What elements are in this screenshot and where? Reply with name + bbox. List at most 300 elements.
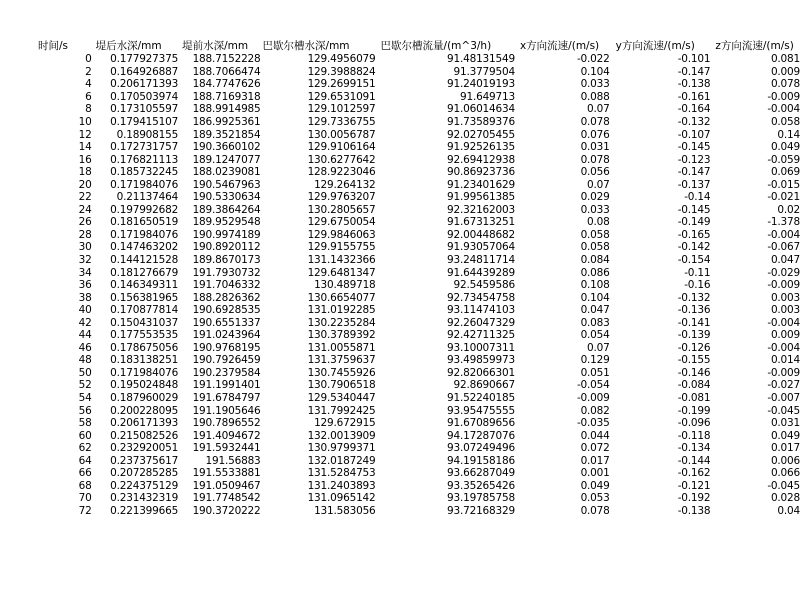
- cell-parshall-depth: 129.6750054: [307, 216, 376, 229]
- table-row: [0, 316, 800, 329]
- cell-z-velocity: -0.059: [767, 153, 800, 166]
- cell-parshall-depth: 130.6654077: [307, 291, 376, 304]
- cell-x-velocity: 0.076: [580, 128, 610, 141]
- cell-front-water-depth: 190.6551337: [192, 316, 261, 329]
- cell-parshall-flow: 93.19785758: [447, 492, 515, 505]
- cell-time: 44: [78, 329, 92, 342]
- cell-z-velocity: 0.003: [770, 291, 800, 304]
- cell-parshall-depth: 131.2403893: [307, 479, 376, 492]
- cell-time: 4: [85, 78, 92, 91]
- cell-parshall-depth: 129.9846063: [307, 228, 376, 241]
- table-row: [0, 66, 800, 79]
- cell-parshall-flow: 92.82066301: [447, 366, 515, 379]
- cell-back-water-depth: 0.164926887: [110, 65, 179, 78]
- cell-front-water-depth: 191.0509467: [192, 479, 261, 492]
- cell-y-velocity: -0.107: [677, 128, 711, 141]
- cell-x-velocity: 0.001: [580, 467, 610, 480]
- cell-y-velocity: -0.147: [677, 65, 711, 78]
- cell-time: 54: [78, 392, 92, 405]
- cell-z-velocity: 0.049: [770, 429, 800, 442]
- cell-z-velocity: -0.009: [767, 366, 800, 379]
- cell-z-velocity: 0.081: [770, 53, 800, 66]
- cell-z-velocity: -0.029: [767, 266, 800, 279]
- cell-front-water-depth: 191.1905646: [192, 404, 261, 417]
- table-row: [0, 480, 800, 493]
- cell-parshall-depth: 130.6277642: [307, 153, 376, 166]
- cell-time: 50: [78, 366, 92, 379]
- table-row: [0, 404, 800, 417]
- cell-parshall-flow: 94.17287076: [447, 429, 515, 442]
- cell-z-velocity: 0.014: [770, 354, 800, 367]
- cell-x-velocity: 0.082: [580, 404, 610, 417]
- table-row: [0, 304, 800, 317]
- cell-parshall-flow: 91.06014634: [447, 103, 515, 116]
- cell-y-velocity: -0.126: [677, 341, 711, 354]
- cell-z-velocity: -0.009: [767, 90, 800, 103]
- cell-back-water-depth: 0.170877814: [110, 304, 179, 317]
- cell-back-water-depth: 0.181276679: [110, 266, 179, 279]
- cell-y-velocity: -0.164: [677, 103, 711, 116]
- cell-z-velocity: 0.031: [770, 417, 800, 430]
- cell-time: 46: [78, 341, 92, 354]
- cell-time: 56: [78, 404, 92, 417]
- table-row: [0, 241, 800, 254]
- cell-time: 28: [78, 228, 92, 241]
- cell-time: 68: [78, 479, 92, 492]
- cell-y-velocity: -0.16: [684, 279, 711, 292]
- cell-z-velocity: -0.007: [767, 392, 800, 405]
- cell-parshall-depth: 130.7455926: [307, 366, 376, 379]
- col-header-parshall-depth: 巴歇尔槽水深/mm: [262, 40, 350, 52]
- cell-y-velocity: -0.136: [677, 304, 711, 317]
- cell-y-velocity: -0.147: [677, 166, 711, 179]
- cell-x-velocity: 0.083: [580, 316, 610, 329]
- table-row: [0, 229, 800, 242]
- cell-parshall-depth: 132.0013909: [307, 429, 376, 442]
- cell-time: 52: [78, 379, 92, 392]
- table-row: [0, 254, 800, 267]
- cell-z-velocity: -0.009: [767, 279, 800, 292]
- cell-parshall-depth: 130.7906518: [307, 379, 376, 392]
- cell-y-velocity: -0.132: [677, 291, 711, 304]
- cell-y-velocity: -0.134: [677, 442, 711, 455]
- cell-front-water-depth: 190.3660102: [192, 141, 261, 154]
- cell-x-velocity: 0.078: [580, 504, 610, 517]
- cell-time: 40: [78, 304, 92, 317]
- table-row: [0, 141, 800, 154]
- table-row: [0, 266, 800, 279]
- cell-time: 66: [78, 467, 92, 480]
- cell-x-velocity: 0.104: [580, 291, 610, 304]
- cell-parshall-depth: 130.2805657: [307, 203, 376, 216]
- cell-z-velocity: 0.02: [777, 203, 800, 216]
- col-header-y-velocity: y方向流速/(m/s): [615, 40, 695, 52]
- cell-z-velocity: 0.14: [777, 128, 800, 141]
- cell-x-velocity: 0.07: [587, 341, 610, 354]
- table-row: [0, 354, 800, 367]
- cell-time: 42: [78, 316, 92, 329]
- cell-y-velocity: -0.084: [677, 379, 711, 392]
- cell-back-water-depth: 0.185732245: [110, 166, 179, 179]
- cell-parshall-flow: 92.69412938: [447, 153, 515, 166]
- cell-parshall-depth: 131.1432366: [307, 254, 376, 267]
- cell-back-water-depth: 0.171984076: [110, 178, 179, 191]
- cell-y-velocity: -0.141: [677, 316, 711, 329]
- cell-parshall-depth: 129.672915: [314, 417, 376, 430]
- table-row: [0, 53, 800, 66]
- cell-front-water-depth: 191.6784797: [192, 392, 261, 405]
- cell-parshall-flow: 94.19158186: [447, 454, 515, 467]
- cell-back-water-depth: 0.181650519: [110, 216, 179, 229]
- cell-parshall-depth: 129.9106164: [307, 141, 376, 154]
- cell-y-velocity: -0.101: [677, 53, 711, 66]
- cell-back-water-depth: 0.177927375: [110, 53, 179, 66]
- cell-front-water-depth: 190.2379584: [192, 366, 261, 379]
- cell-front-water-depth: 190.7926459: [192, 354, 261, 367]
- cell-parshall-flow: 91.67089656: [447, 417, 515, 430]
- table-row: [0, 429, 800, 442]
- cell-time: 12: [78, 128, 92, 141]
- cell-y-velocity: -0.142: [677, 241, 711, 254]
- table-row: [0, 505, 800, 518]
- cell-front-water-depth: 189.3864264: [192, 203, 261, 216]
- table-row: [0, 116, 800, 129]
- cell-front-water-depth: 188.2826362: [192, 291, 261, 304]
- cell-front-water-depth: 188.9914985: [192, 103, 261, 116]
- table-row: [0, 216, 800, 229]
- cell-parshall-depth: 131.583056: [314, 504, 376, 517]
- cell-z-velocity: 0.04: [777, 504, 800, 517]
- cell-parshall-depth: 129.3988824: [307, 65, 376, 78]
- cell-x-velocity: 0.047: [580, 304, 610, 317]
- cell-back-water-depth: 0.200228095: [110, 404, 179, 417]
- cell-x-velocity: 0.129: [580, 354, 610, 367]
- cell-parshall-depth: 129.6531091: [307, 90, 376, 103]
- cell-back-water-depth: 0.206171393: [110, 78, 179, 91]
- cell-parshall-depth: 129.264132: [314, 178, 376, 191]
- cell-x-velocity: 0.072: [580, 442, 610, 455]
- cell-x-velocity: 0.058: [580, 241, 610, 254]
- cell-parshall-flow: 92.02705455: [447, 128, 515, 141]
- cell-parshall-flow: 92.00448682: [447, 228, 515, 241]
- cell-z-velocity: 0.078: [770, 78, 800, 91]
- cell-z-velocity: -0.004: [767, 228, 800, 241]
- cell-back-water-depth: 0.170503974: [110, 90, 179, 103]
- cell-time: 38: [78, 291, 92, 304]
- cell-x-velocity: 0.054: [580, 329, 610, 342]
- cell-front-water-depth: 191.1991401: [192, 379, 261, 392]
- cell-back-water-depth: 0.176821113: [110, 153, 179, 166]
- cell-time: 22: [78, 191, 92, 204]
- cell-parshall-flow: 93.35265426: [447, 479, 515, 492]
- cell-y-velocity: -0.161: [677, 90, 711, 103]
- cell-y-velocity: -0.144: [677, 454, 711, 467]
- cell-y-velocity: -0.162: [677, 467, 711, 480]
- cell-parshall-flow: 92.73454758: [447, 291, 515, 304]
- table-row: [0, 78, 800, 91]
- cell-x-velocity: -0.035: [576, 417, 610, 430]
- cell-parshall-depth: 131.0055871: [307, 341, 376, 354]
- col-header-x-velocity: x方向流速/(m/s): [519, 40, 600, 52]
- cell-back-water-depth: 0.150431037: [110, 316, 179, 329]
- col-header-time: 时间/s: [38, 40, 69, 52]
- cell-z-velocity: -0.015: [767, 178, 800, 191]
- header-row: [0, 38, 800, 53]
- cell-y-velocity: -0.149: [677, 216, 711, 229]
- cell-x-velocity: 0.08: [587, 216, 610, 229]
- cell-back-water-depth: 0.18908155: [116, 128, 179, 141]
- cell-parshall-flow: 91.23401629: [447, 178, 515, 191]
- cell-back-water-depth: 0.215082526: [110, 429, 179, 442]
- cell-y-velocity: -0.137: [677, 178, 711, 191]
- table-header: [0, 38, 800, 53]
- cell-time: 16: [78, 153, 92, 166]
- cell-front-water-depth: 184.7747626: [192, 78, 261, 91]
- cell-back-water-depth: 0.179415107: [110, 116, 179, 128]
- cell-parshall-flow: 91.3779504: [453, 65, 515, 78]
- cell-z-velocity: -0.067: [767, 241, 800, 254]
- cell-y-velocity: -0.138: [677, 78, 711, 91]
- cell-parshall-flow: 90.86923736: [447, 166, 515, 179]
- cell-y-velocity: -0.123: [677, 153, 711, 166]
- cell-z-velocity: 0.049: [770, 141, 800, 154]
- cell-z-velocity: 0.006: [770, 454, 800, 467]
- cell-back-water-depth: 0.173105597: [110, 103, 179, 116]
- cell-parshall-flow: 92.26047329: [447, 316, 515, 329]
- cell-time: 18: [78, 166, 92, 179]
- cell-parshall-flow: 91.64439289: [447, 266, 515, 279]
- cell-y-velocity: -0.096: [677, 417, 711, 430]
- cell-y-velocity: -0.132: [677, 116, 711, 128]
- cell-z-velocity: -0.045: [767, 404, 800, 417]
- cell-y-velocity: -0.121: [677, 479, 711, 492]
- cell-y-velocity: -0.145: [677, 141, 711, 154]
- table-row: [0, 455, 800, 468]
- cell-parshall-depth: 130.2235284: [307, 316, 376, 329]
- cell-y-velocity: -0.11: [684, 266, 711, 279]
- data-table: [0, 38, 800, 517]
- cell-parshall-depth: 129.2699151: [307, 78, 376, 91]
- cell-z-velocity: 0.017: [770, 442, 800, 455]
- cell-time: 8: [85, 103, 92, 116]
- cell-parshall-flow: 93.11474103: [447, 304, 515, 317]
- table-row: [0, 291, 800, 304]
- cell-front-water-depth: 189.8670173: [192, 254, 261, 267]
- cell-back-water-depth: 0.183138251: [110, 354, 179, 367]
- cell-front-water-depth: 191.7748542: [192, 492, 261, 505]
- cell-time: 0: [85, 53, 92, 66]
- cell-back-water-depth: 0.156381965: [110, 291, 179, 304]
- cell-back-water-depth: 0.144121528: [110, 254, 179, 267]
- cell-x-velocity: 0.078: [580, 116, 610, 128]
- col-header-back-water-depth: 堤后水深/mm: [95, 40, 162, 52]
- cell-front-water-depth: 188.7066474: [192, 65, 261, 78]
- cell-time: 2: [85, 65, 92, 78]
- cell-front-water-depth: 191.7046332: [192, 279, 261, 292]
- cell-back-water-depth: 0.21137464: [116, 191, 179, 204]
- cell-x-velocity: 0.086: [580, 266, 610, 279]
- cell-y-velocity: -0.165: [677, 228, 711, 241]
- cell-time: 24: [78, 203, 92, 216]
- cell-time: 60: [78, 429, 92, 442]
- cell-z-velocity: 0.028: [770, 492, 800, 505]
- cell-time: 70: [78, 492, 92, 505]
- cell-x-velocity: 0.051: [580, 366, 610, 379]
- cell-parshall-depth: 129.6481347: [307, 266, 376, 279]
- col-header-z-velocity: z方向流速/(m/s): [715, 40, 794, 52]
- cell-y-velocity: -0.154: [677, 254, 711, 267]
- cell-x-velocity: 0.084: [580, 254, 610, 267]
- table-row: [0, 191, 800, 204]
- cell-parshall-depth: 130.3789392: [307, 329, 376, 342]
- cell-front-water-depth: 190.5330634: [192, 191, 261, 204]
- cell-y-velocity: -0.199: [677, 404, 711, 417]
- cell-z-velocity: 0.009: [770, 65, 800, 78]
- cell-front-water-depth: 191.5932441: [192, 442, 261, 455]
- col-header-front-water-depth: 堤前水深/mm: [182, 40, 249, 52]
- cell-back-water-depth: 0.207285285: [110, 467, 179, 480]
- cell-y-velocity: -0.155: [677, 354, 711, 367]
- cell-back-water-depth: 0.231432319: [110, 492, 179, 505]
- cell-time: 64: [78, 454, 92, 467]
- cell-front-water-depth: 190.3720222: [192, 504, 261, 517]
- cell-parshall-flow: 92.8690667: [453, 379, 515, 392]
- cell-parshall-flow: 92.32162003: [447, 203, 515, 216]
- cell-z-velocity: 0.009: [770, 329, 800, 342]
- cell-time: 14: [78, 141, 92, 154]
- cell-parshall-depth: 130.489718: [314, 279, 376, 292]
- cell-front-water-depth: 191.0243964: [192, 329, 261, 342]
- cell-back-water-depth: 0.232920051: [110, 442, 179, 455]
- cell-x-velocity: -0.009: [576, 392, 610, 405]
- cell-front-water-depth: 189.1247077: [192, 153, 261, 166]
- cell-y-velocity: -0.192: [677, 492, 711, 505]
- cell-x-velocity: 0.049: [580, 479, 610, 492]
- cell-x-velocity: 0.056: [580, 166, 610, 179]
- table-row: [0, 379, 800, 392]
- cell-back-water-depth: 0.178675056: [110, 341, 179, 354]
- cell-back-water-depth: 0.172731757: [110, 141, 179, 154]
- cell-front-water-depth: 188.0239081: [192, 166, 261, 179]
- table-row: [0, 204, 800, 217]
- cell-parshall-flow: 93.66287049: [447, 467, 515, 480]
- cell-parshall-depth: 129.9763207: [307, 191, 376, 204]
- cell-time: 32: [78, 254, 92, 267]
- cell-front-water-depth: 189.9529548: [192, 216, 261, 229]
- cell-parshall-depth: 130.0056787: [307, 128, 376, 141]
- cell-parshall-depth: 131.5284753: [307, 467, 376, 480]
- cell-z-velocity: -0.004: [767, 341, 800, 354]
- cell-z-velocity: -0.004: [767, 316, 800, 329]
- cell-x-velocity: 0.07: [587, 103, 610, 116]
- cell-y-velocity: -0.138: [677, 504, 711, 517]
- cell-time: 20: [78, 178, 92, 191]
- cell-x-velocity: 0.053: [580, 492, 610, 505]
- cell-parshall-depth: 130.9799371: [307, 442, 376, 455]
- cell-z-velocity: 0.047: [770, 254, 800, 267]
- cell-parshall-depth: 131.7992425: [307, 404, 376, 417]
- cell-x-velocity: 0.088: [580, 90, 610, 103]
- cell-x-velocity: 0.033: [580, 78, 610, 91]
- table-row: [0, 392, 800, 405]
- cell-time: 6: [85, 90, 92, 103]
- cell-parshall-flow: 92.5459586: [453, 279, 515, 292]
- cell-parshall-flow: 93.07249496: [447, 442, 515, 455]
- table-row: [0, 178, 800, 191]
- cell-time: 62: [78, 442, 92, 455]
- cell-parshall-depth: 131.0192285: [307, 304, 376, 317]
- cell-front-water-depth: 190.7896552: [192, 417, 261, 430]
- cell-back-water-depth: 0.146349311: [110, 279, 179, 292]
- cell-front-water-depth: 191.4094672: [192, 429, 261, 442]
- cell-parshall-flow: 91.99561385: [447, 191, 515, 204]
- cell-back-water-depth: 0.147463202: [110, 241, 179, 254]
- cell-time: 30: [78, 241, 92, 254]
- table-body: [0, 53, 800, 517]
- cell-back-water-depth: 0.187960029: [110, 392, 179, 405]
- table-row: [0, 103, 800, 116]
- table-row: [0, 467, 800, 480]
- cell-back-water-depth: 0.197992682: [110, 203, 179, 216]
- cell-x-velocity: 0.031: [580, 141, 610, 154]
- cell-back-water-depth: 0.221399665: [110, 504, 179, 517]
- cell-front-water-depth: 186.9925361: [192, 116, 261, 128]
- cell-x-velocity: 0.078: [580, 153, 610, 166]
- cell-parshall-flow: 91.24019193: [447, 78, 515, 91]
- cell-back-water-depth: 0.206171393: [110, 417, 179, 430]
- cell-parshall-flow: 93.95475555: [447, 404, 515, 417]
- cell-z-velocity: -0.004: [767, 103, 800, 116]
- cell-time: 72: [78, 504, 92, 517]
- cell-parshall-flow: 93.72168329: [447, 504, 515, 517]
- cell-parshall-depth: 129.4956079: [307, 53, 376, 66]
- table-row: [0, 367, 800, 380]
- cell-parshall-flow: 91.67313251: [447, 216, 515, 229]
- cell-time: 58: [78, 417, 92, 430]
- cell-front-water-depth: 189.3521854: [192, 128, 261, 141]
- table-row: [0, 279, 800, 292]
- cell-back-water-depth: 0.237375617: [110, 454, 179, 467]
- cell-x-velocity: 0.07: [587, 178, 610, 191]
- cell-parshall-flow: 91.48131549: [447, 53, 515, 66]
- cell-back-water-depth: 0.177553535: [110, 329, 179, 342]
- cell-parshall-depth: 129.7336755: [307, 116, 376, 128]
- cell-z-velocity: 0.003: [770, 304, 800, 317]
- cell-back-water-depth: 0.171984076: [110, 228, 179, 241]
- table-row: [0, 91, 800, 104]
- cell-parshall-flow: 91.92526135: [447, 141, 515, 154]
- cell-x-velocity: -0.054: [576, 379, 610, 392]
- cell-z-velocity: 0.066: [770, 467, 800, 480]
- cell-back-water-depth: 0.171984076: [110, 366, 179, 379]
- table-row: [0, 342, 800, 355]
- cell-z-velocity: 0.058: [770, 116, 800, 128]
- cell-front-water-depth: 190.8920112: [192, 241, 261, 254]
- cell-x-velocity: 0.044: [580, 429, 610, 442]
- cell-parshall-depth: 129.5340447: [307, 392, 376, 405]
- col-header-parshall-flow: 巴歇尔槽流量/(m^3/h): [380, 40, 492, 52]
- cell-front-water-depth: 188.7152228: [192, 53, 261, 66]
- cell-parshall-depth: 132.0187249: [307, 454, 376, 467]
- cell-x-velocity: 0.029: [580, 191, 610, 204]
- table-row: [0, 417, 800, 430]
- cell-parshall-depth: 131.0965142: [307, 492, 376, 505]
- cell-z-velocity: -0.027: [767, 379, 800, 392]
- cell-front-water-depth: 188.7169318: [192, 90, 261, 103]
- table-row: [0, 442, 800, 455]
- cell-front-water-depth: 191.56883: [205, 454, 261, 467]
- table-row: [0, 166, 800, 179]
